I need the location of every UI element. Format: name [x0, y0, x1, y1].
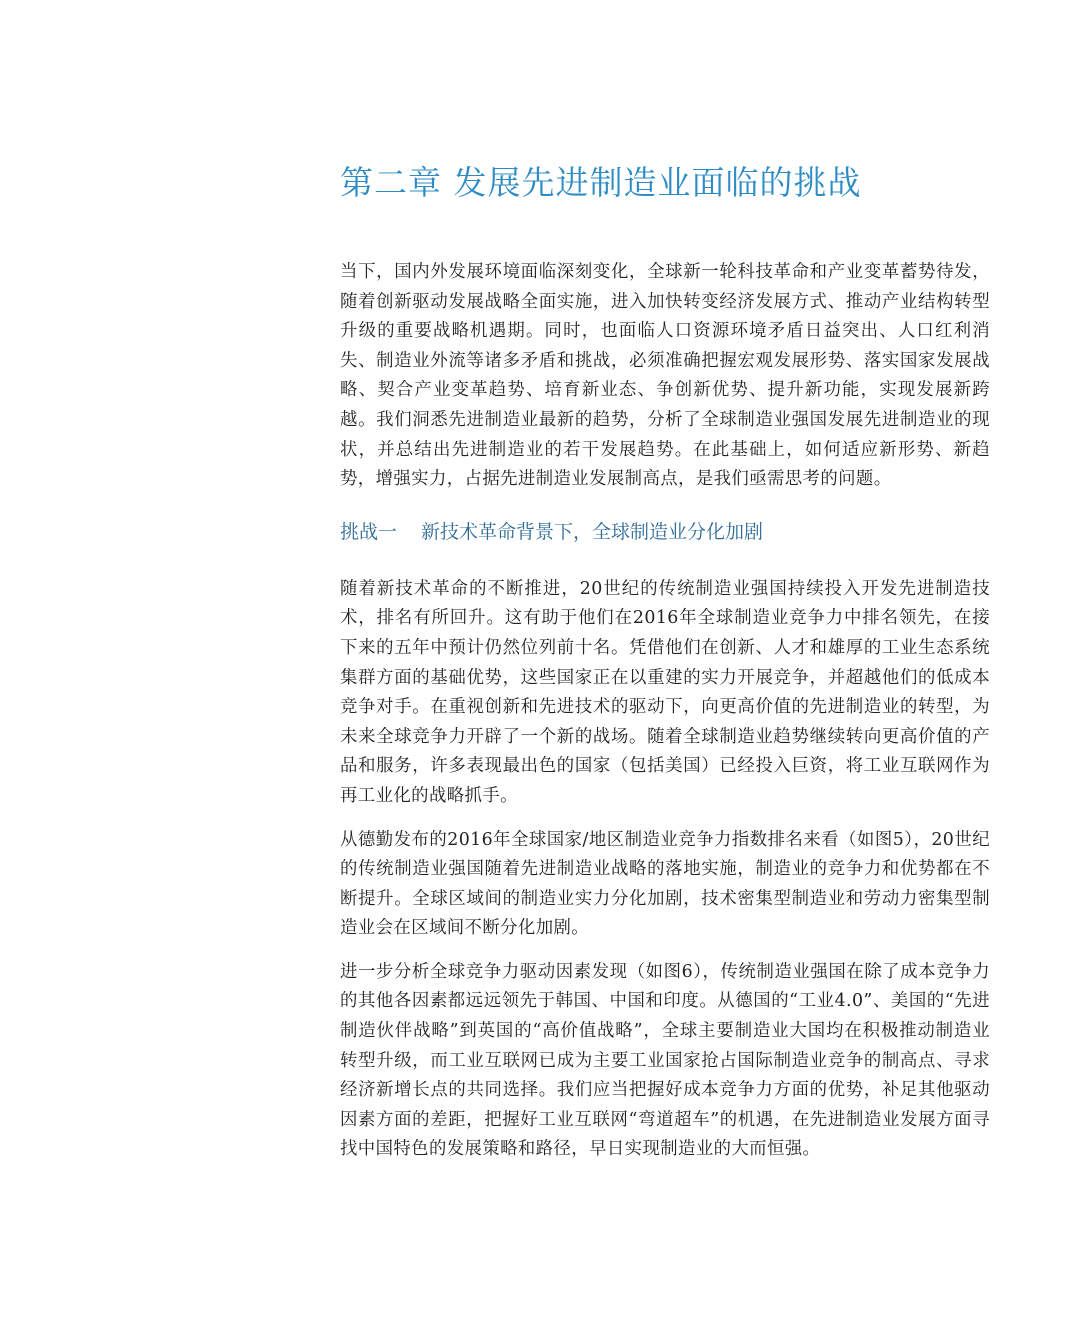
body-paragraph-1: 随着新技术革命的不断推进，20世纪的传统制造业强国持续投入开发先进制造技术，排名有所回升。这有助于他们在2016年全球制造业竞争力中排名领先，在接下来的五年中预计仍然位列前十名。凭借他们在创新、人才和雄厚的工业生态系统集群方面的基础优势，这些国家正在以重建的实力开展竞争，并超越他们的低成本竞争对手。在重视创新和先进技术的驱动下，向更高价值的先进制造业的转型，为未来全球竞争力开辟了一个新的战场。随着全球制造业趋势继续转向更高价值的产品和服务，许多表现最出色的国家（包括美国）已经投入巨资，将工业互联网作为再工业化的战略抓手。 [340, 578, 990, 806]
section-heading [340, 517, 990, 547]
body-paragraph-3: 进一步分析全球竞争力驱动因素发现（如图6），传统制造业强国在除了成本竞争力的其他各因素都远远领先于韩国、中国和印度。从德国的“工业4.0”、美国的“先进制造伙伴战略”到英国的“高价值战略”，全球主要制造业大国均在积极推动制造业转型升级，而工业互联网已成为主要工业国家抢占国际制造业竞争的制高点、寻求经济新增长点的共同选择。我们应当把握好成本竞争力方面的优势，补足其他驱动因素方面的差距，把握好工业互联网“弯道超车”的机遇，在先进制造业发展方面寻找中国特色的发展策略和路径，早日实现制造业的大而恒强。 [340, 961, 990, 1160]
body-paragraph-2: 从德勤发布的2016年全球国家/地区制造业竞争力指数排名来看（如图5），20世纪的传统制造业强国随着先进制造业战略的落地实施，制造业的竞争力和优势都在不断提升。全球区域间的制造业实力分化加剧，技术密集型制造业和劳动力密集型制造业会在区域间不断分化加剧。 [340, 829, 990, 939]
section-title: 新技术革命背景下，全球制造业分化加剧 [421, 520, 764, 543]
chapter-title: 第二章 发展先进制造业面临的挑战 [340, 163, 862, 202]
section-label: 挑战一 [340, 520, 398, 543]
intro-paragraph: 当下，国内外发展环境面临深刻变化，全球新一轮科技革命和产业变革蓄势待发，随着创新驱动发展战略全面实施，进入加快转变经济发展方式、推动产业结构转型升级的重要战略机遇期。同时，也面临人口资源环境矛盾日益突出、人口红利消失、制造业外流等诸多矛盾和挑战，必须准确把握宏观发展形势、落实国家发展战略、契合产业变革趋势、培育新业态、争创新优势、提升新功能，实现发展新跨越。我们洞悉先进制造业最新的趋势，分析了全球制造业强国发展先进制造业的现状，并总结出先进制造业的若干发展趋势。在此基础上，如何适应新形势、新趋势，增强实力，占据先进制造业发展制高点，是我们亟需思考的问题。 [340, 262, 990, 490]
page-content [340, 160, 990, 1165]
